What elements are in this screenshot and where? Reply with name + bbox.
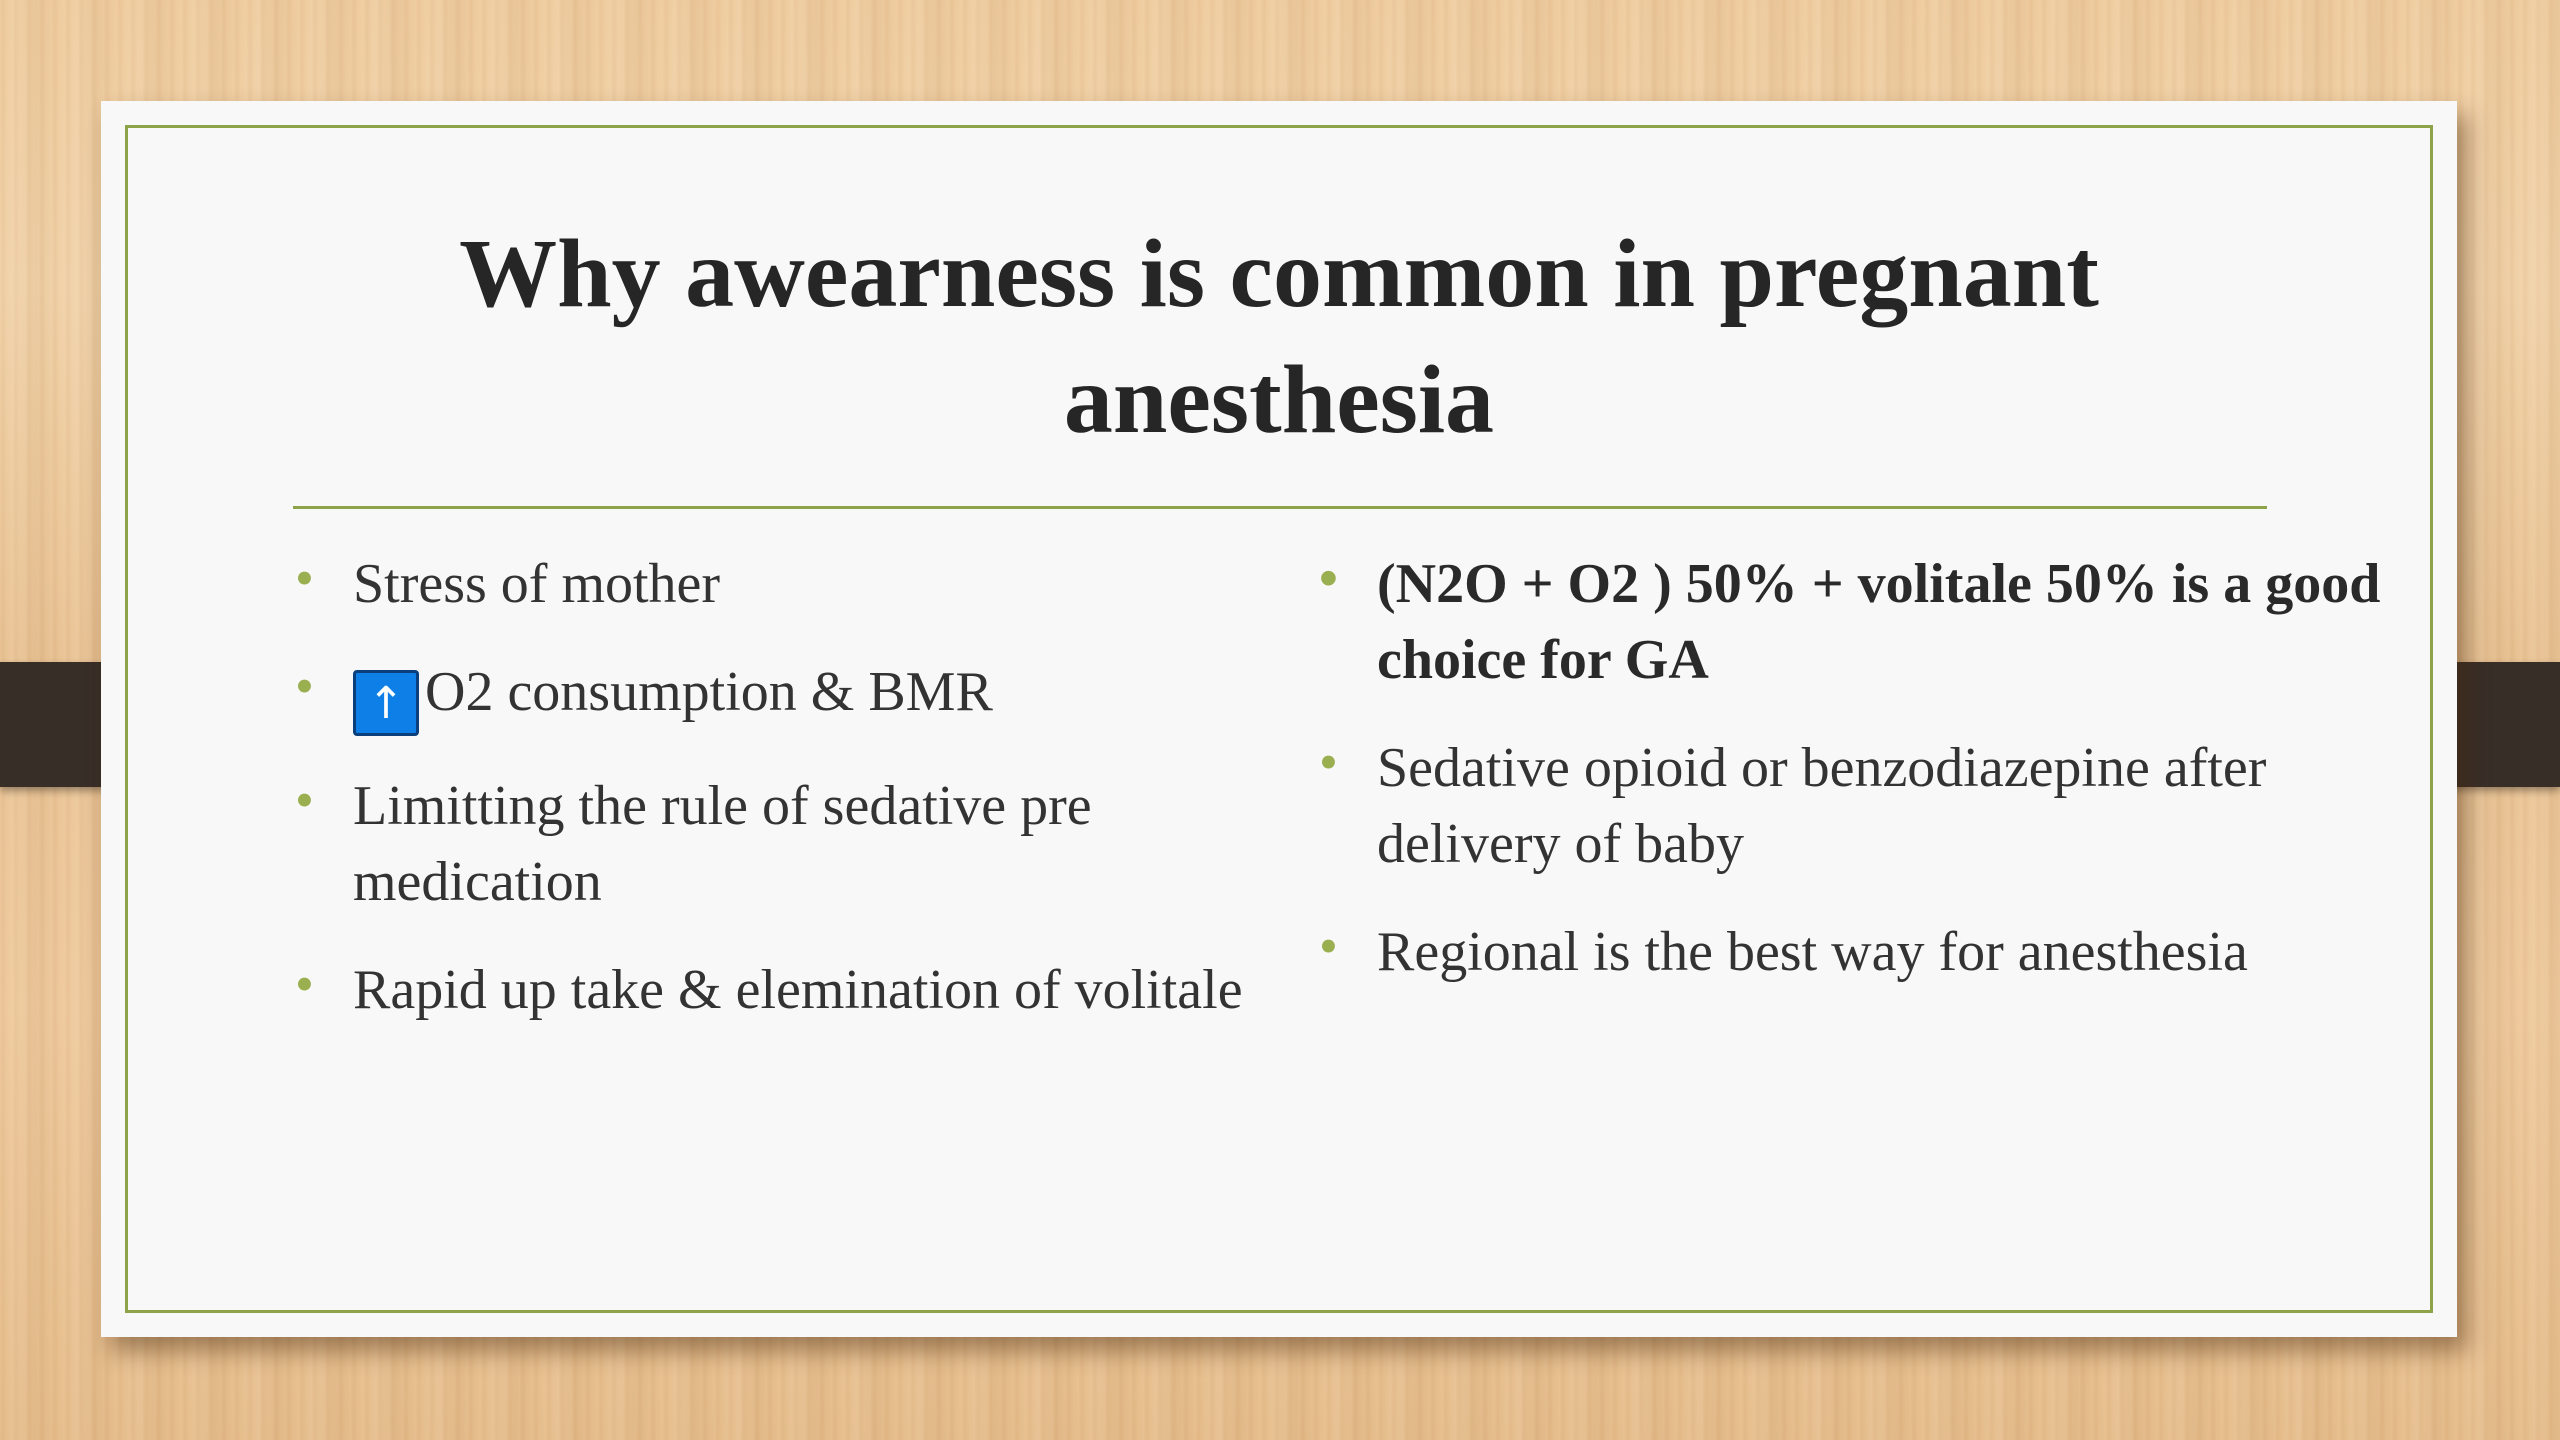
bullet-item (293, 654, 1293, 736)
bullet-text: Sedative opioid or benzodiazepine after delivery of baby (1377, 737, 2267, 875)
bullet-dot: • (295, 954, 314, 1014)
bullet-item (1317, 730, 2397, 882)
bullet-dot: • (295, 548, 314, 608)
bullet-item (293, 952, 1293, 1028)
slide-title: Why awearness is common in pregnant anesthesia (459, 220, 2099, 454)
bullet-item (293, 768, 1293, 920)
bullet-dot: • (1319, 732, 1338, 792)
bullet-text: O2 consumption & BMR (425, 661, 993, 723)
bullet-dot: • (295, 656, 314, 716)
bullet-text: Regional is the best way for anesthesia (1377, 921, 2248, 983)
bullet-item (1317, 546, 2397, 698)
bullet-text: Limitting the rule of sedative pre medication (353, 775, 1092, 913)
right-bullet-list (1317, 546, 2397, 1022)
bullet-text: Rapid up take & elemination of volitale (353, 959, 1243, 1021)
title-divider (293, 506, 2267, 509)
bullet-item (1317, 914, 2397, 990)
up-arrow-icon: ↑ (353, 670, 419, 736)
bullet-dot: • (1319, 916, 1338, 976)
bullet-text: (N2O + O2 ) 50% + volitale 50% is a good choice for GA (1377, 553, 2381, 691)
bullet-dot: • (295, 770, 314, 830)
slide (101, 101, 2457, 1337)
bullet-item (293, 546, 1293, 622)
bullet-dot: • (1319, 548, 1338, 608)
left-bullet-list (293, 546, 1293, 1060)
bullet-text: Stress of mother (353, 553, 721, 615)
